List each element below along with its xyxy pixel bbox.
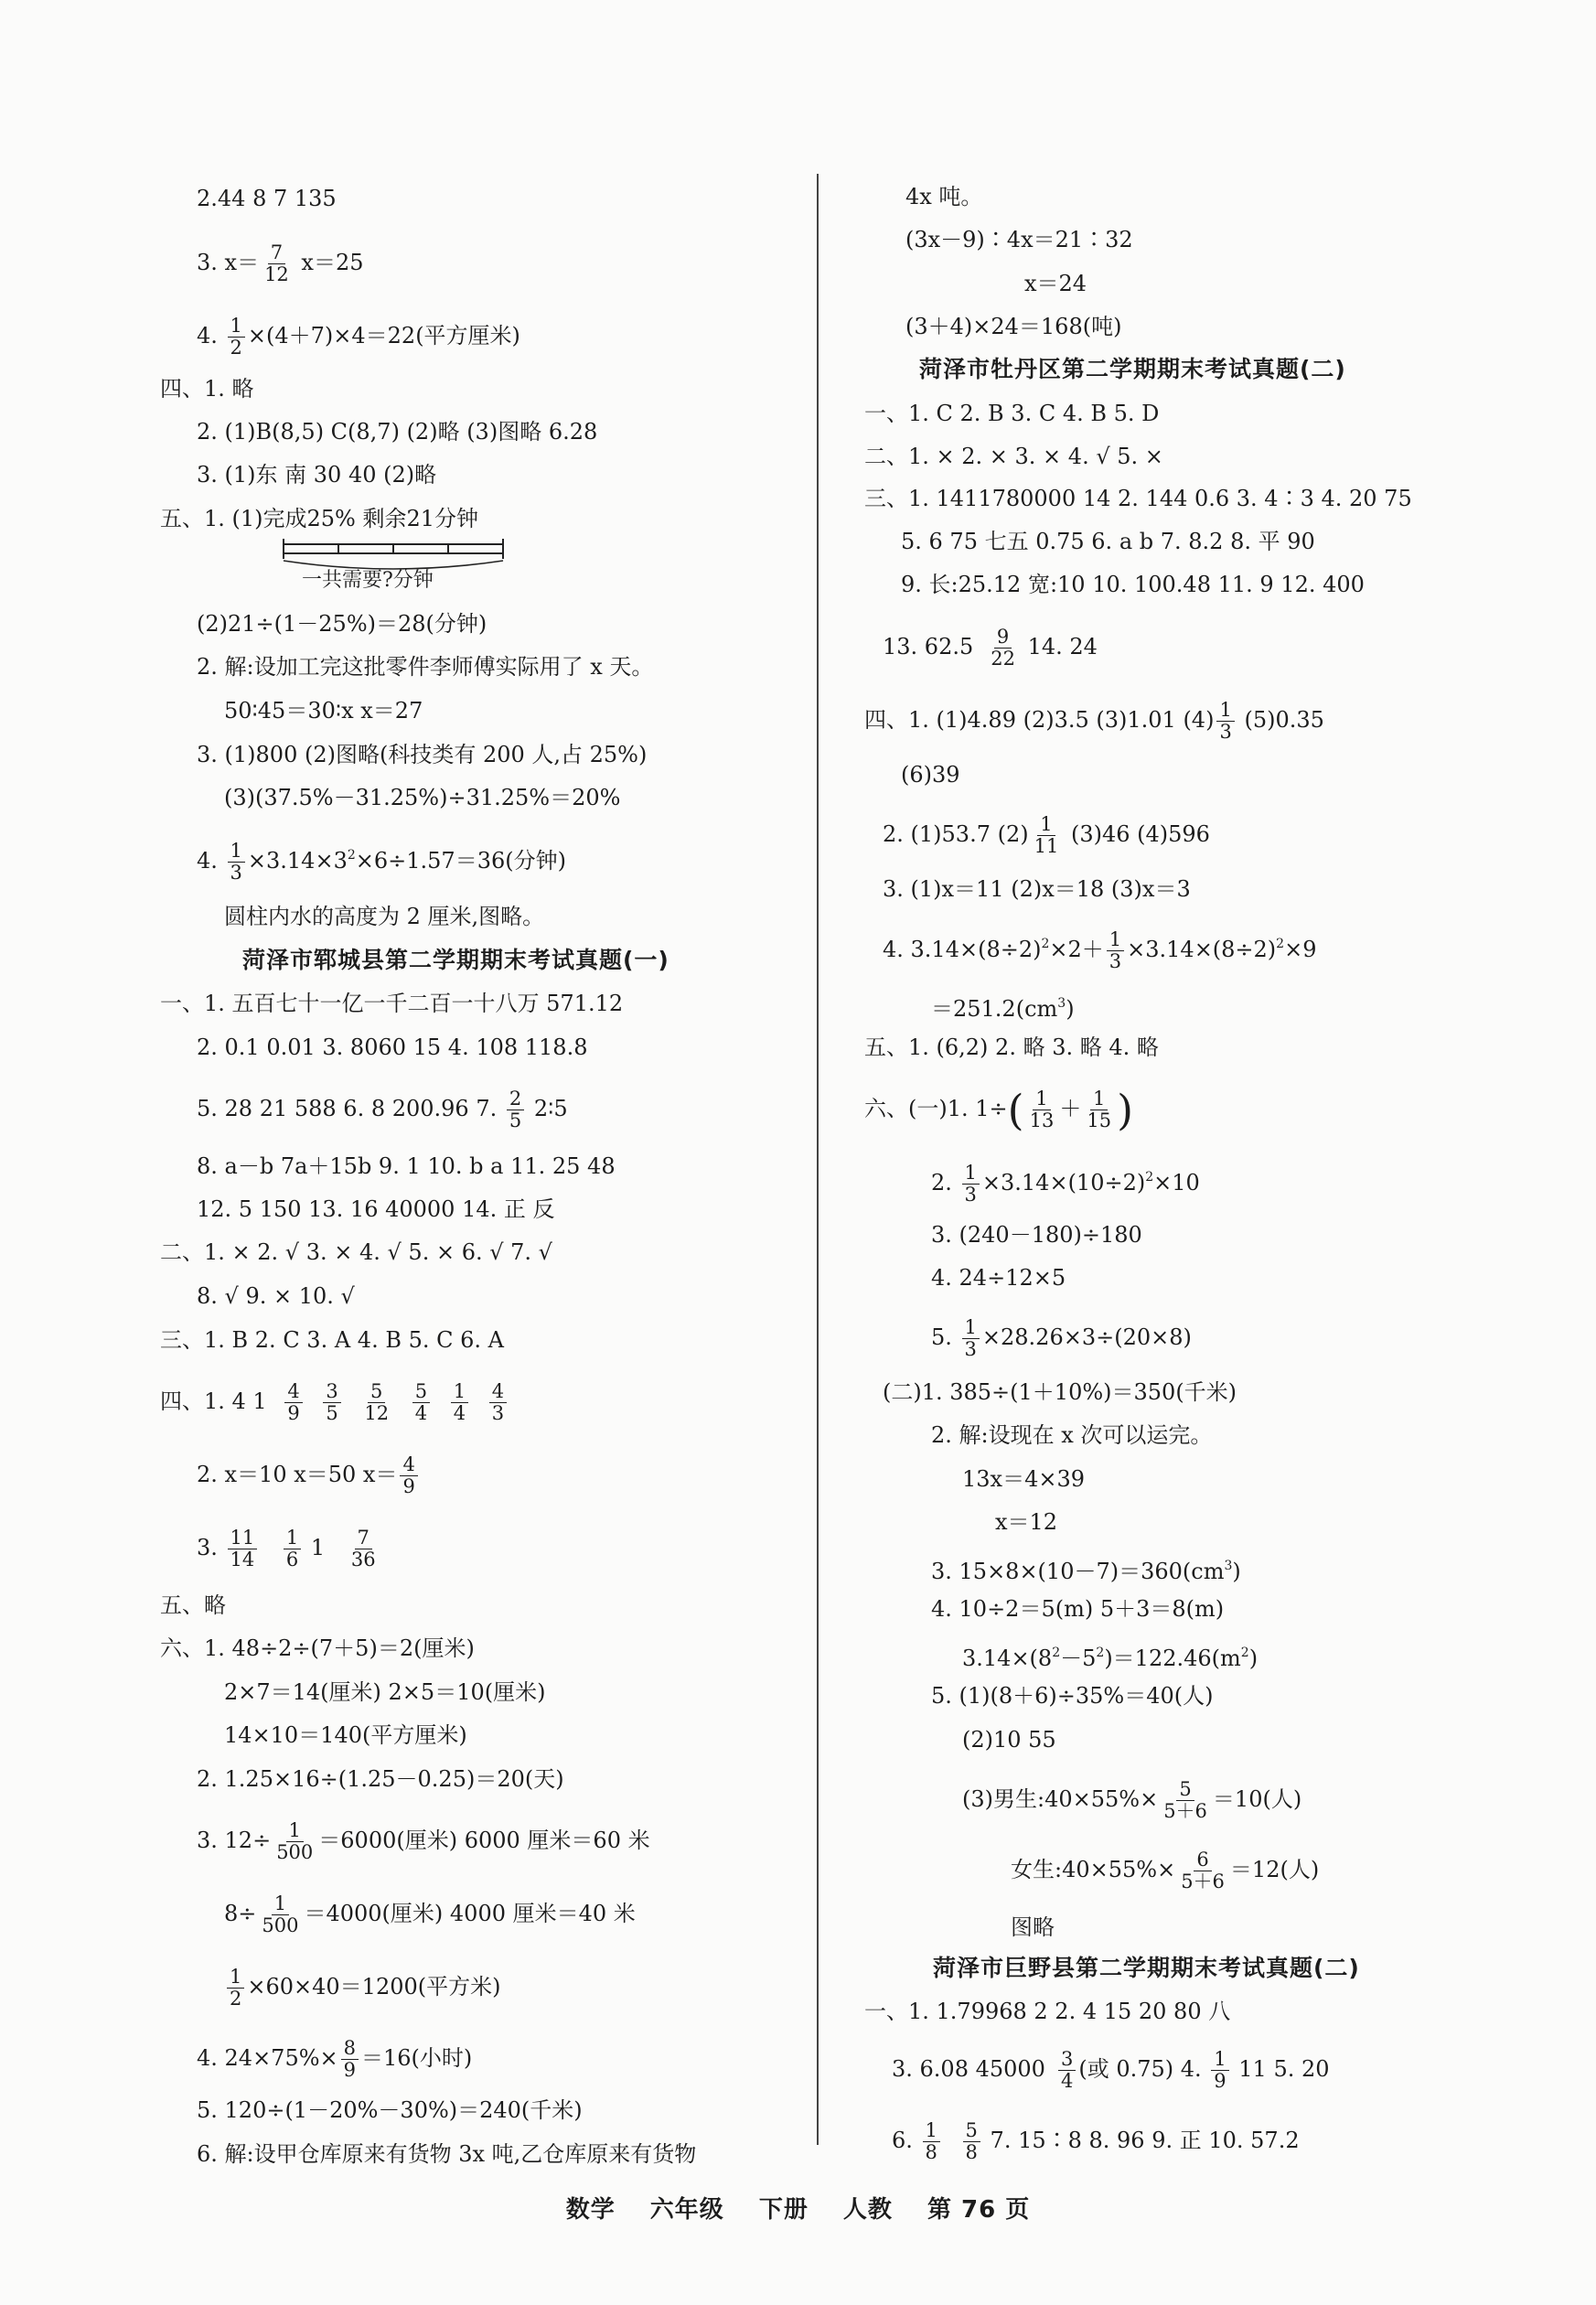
answer-line: 五、1. (1)完成25% 剩余21分钟 xyxy=(160,506,479,531)
answer-line: 13x＝4×39 xyxy=(962,1466,1085,1492)
answer-line: $\frac{1}{2}$ ×60×40＝1200(平方米) xyxy=(224,1967,500,2010)
answer-line: 5. 28 21 588 6. 8 200.96 7. $\frac{2}{5}$ 2∶5 xyxy=(197,1088,568,1131)
answer-line: 6. $\frac{1}{8}$ $\frac{5}{8}$ 7. 15∶8 8. 96 9. 正 10. 57.2 xyxy=(892,2119,1300,2163)
answer-line: (3＋4)×24＝168(吨) xyxy=(905,314,1122,339)
page-number: 第 76 页 xyxy=(927,2196,1031,2224)
answer-line: 2. x＝10 x＝50 x＝ $\frac{4}{9}$ xyxy=(197,1454,421,1497)
answer-line: 一、1. 五百七十一亿一千二百一十八万 571.12 xyxy=(160,991,624,1016)
answer-line: 五、1. (6,2) 2. 略 3. 略 4. 略 xyxy=(864,1035,1159,1060)
answer-line: 图略 xyxy=(1011,1914,1055,1940)
fraction: $\frac{11}{14}$ xyxy=(228,1528,258,1571)
fraction: $\frac{1}{500}$ xyxy=(262,1892,299,1936)
answer-line: 4. 24÷12×5 xyxy=(931,1265,1066,1291)
answer-line: 3. (1)x＝11 (2)x＝18 (3)x＝3 xyxy=(883,876,1191,902)
column-divider xyxy=(817,174,819,2145)
answer-line: 2. 1.25×16÷(1.25－0.25)＝20(天) xyxy=(197,1766,564,1792)
answer-line: 六、(一)1. 1÷( $\frac{1}{13}$ ＋ $\frac{1}{15}$ ) xyxy=(864,1085,1134,1135)
answer-line: 5. 6 75 七五 0.75 6. a b 7. 8.2 8. 平 90 xyxy=(901,529,1315,554)
answer-line: 5. (1)(8＋6)÷35%＝40(人) xyxy=(931,1683,1214,1709)
footer-publisher: 人教 xyxy=(842,2196,893,2224)
answer-line: 8÷ $\frac{1}{500}$ ＝4000(厘米) 4000 厘米＝40 米 xyxy=(224,1892,636,1936)
answer-line: (二)1. 385÷(1＋10%)＝350(千米) xyxy=(883,1379,1237,1405)
answer-line: (3)(37.5%－31.25%)÷31.25%＝20% xyxy=(224,785,621,810)
fraction: $\frac{3}{4}$ xyxy=(1058,2049,1076,2092)
answer-line: $3.14\times(8^2-5^2)=122.46(m^2)$ xyxy=(962,1646,1259,1671)
answer-line: (2)21÷(1－25%)＝28(分钟) xyxy=(197,611,487,637)
section-heading: 菏泽市牡丹区第二学期期末考试真题(二) xyxy=(919,356,1346,382)
answer-line: 六、1. 48÷2÷(7＋5)＝2(厘米) xyxy=(160,1635,475,1661)
fraction: $\frac{4}{9}$ xyxy=(284,1381,302,1424)
answer-line: 3. (240－180)÷180 xyxy=(931,1222,1142,1248)
answer-line: 3. $15\times 8\times(10-7)=360(cm^3)$ xyxy=(931,1559,1241,1584)
answer-line: (3)男生:40×55%× $\frac{5}{5+6}$ ＝10(人) xyxy=(962,1778,1302,1822)
footer-volume: 下册 xyxy=(758,2196,809,2224)
fraction: $\frac{1}{2}$ xyxy=(227,1967,244,2010)
answer-line: 3. $\frac{11}{14}$ $\frac{1}{6}$ 1 $\frac{7}{36}$ xyxy=(197,1528,381,1571)
fraction: $\frac{1}{4}$ xyxy=(451,1381,468,1424)
answer-line: 3. 12÷ $\frac{1}{500}$ ＝6000(厘米) 6000 厘米＝60 米 xyxy=(197,1819,650,1863)
fraction: $\frac{1}{3}$ xyxy=(1107,929,1124,972)
answer-line: 4. $\frac{1}{2}$ ×(4＋7)×4＝22(平方厘米) xyxy=(197,315,520,359)
fraction: $\frac{3}{5}$ xyxy=(323,1381,340,1424)
answer-line: (6)39 xyxy=(901,762,960,788)
fraction: $\frac{1}{3}$ xyxy=(228,841,245,884)
answer-line: x＝12 xyxy=(995,1509,1058,1535)
fraction: $\frac{5}{4}$ xyxy=(412,1381,430,1424)
answer-line: 2. 解:设现在 x 次可以运完。 xyxy=(931,1422,1213,1448)
answer-line: 二、1. × 2. √ 3. × 4. √ 5. × 6. √ 7. √ xyxy=(160,1239,552,1265)
fraction: $\frac{4}{9}$ xyxy=(400,1454,417,1497)
fraction: $\frac{5}{8}$ xyxy=(963,2120,980,2163)
fraction: $\frac{7}{12}$ xyxy=(264,241,289,285)
answer-line: 2×7＝14(厘米) 2×5＝10(厘米) xyxy=(224,1679,546,1705)
fraction: $\frac{1}{2}$ xyxy=(228,316,245,359)
footer-subject: 数学 xyxy=(565,2196,616,2224)
fraction: $\frac{5}{12}$ xyxy=(364,1380,390,1424)
fraction: $\frac{6}{5+6}$ xyxy=(1181,1849,1225,1892)
section-heading: 菏泽市郓城县第二学期期末考试真题(一) xyxy=(242,947,669,973)
answer-line: 4. $3.14\times(8\div 2)^2\times 2+$ $\frac{1}{3}$ $\times 3.14\times(8\div 2)^2\times 9$ xyxy=(883,928,1317,972)
answer-line: 5. $\frac{1}{3}$ ×28.26×3÷(20×8) xyxy=(931,1316,1192,1360)
fraction: $\frac{1}{6}$ xyxy=(284,1528,301,1571)
answer-line: 2. 解:设加工完这批零件李师傅实际用了 x 天。 xyxy=(197,654,654,680)
answer-line: 圆柱内水的高度为 2 厘米,图略。 xyxy=(224,904,545,929)
fraction: $\frac{1}{3}$ xyxy=(1216,700,1234,743)
fraction: $\frac{7}{36}$ xyxy=(350,1527,376,1571)
fraction: $\frac{5}{5+6}$ xyxy=(1163,1778,1207,1822)
fraction: $\frac{8}{9}$ xyxy=(341,2038,359,2081)
fraction: $\frac{1}{15}$ xyxy=(1087,1088,1112,1131)
fraction: $\frac{1}{11}$ xyxy=(1034,813,1059,857)
answer-line: x＝24 xyxy=(1024,271,1087,296)
fraction: $\frac{1}{3}$ xyxy=(962,1163,980,1206)
answer-line: (3x－9)∶4x＝21∶32 xyxy=(905,227,1133,252)
fraction: $\frac{1}{500}$ xyxy=(276,1819,314,1863)
answer-line: 9. 长:25.12 宽:10 10. 100.48 11. 9 12. 400 xyxy=(901,572,1365,597)
answer-line: 5. 120÷(1－20%－30%)＝240(千米) xyxy=(197,2097,583,2123)
section-heading: 菏泽市巨野县第二学期期末考试真题(二) xyxy=(933,1955,1360,1981)
fraction: $\frac{1}{13}$ xyxy=(1029,1088,1055,1131)
answer-line: 14×10＝140(平方厘米) xyxy=(224,1722,467,1748)
answer-line: 2. 0.1 0.01 3. 8060 15 4. 108 118.8 xyxy=(197,1035,588,1060)
answer-line: 13. 62.5 $\frac{9}{22}$ 14. 24 xyxy=(883,626,1098,670)
answer-line: 2.44 8 7 135 xyxy=(197,186,337,211)
fraction: $\frac{9}{22}$ xyxy=(991,626,1015,670)
fraction: $\frac{2}{5}$ xyxy=(507,1088,524,1131)
diagram-label: 一共需要?分钟 xyxy=(302,569,434,592)
fraction: $\frac{1}{9}$ xyxy=(1211,2049,1228,2092)
answer-line: 二、1. × 2. × 3. × 4. √ 5. × xyxy=(864,444,1163,469)
answer-line: 2. (1)B(8,5) C(8,7) (2)略 (3)图略 6.28 xyxy=(197,419,598,445)
fraction: $\frac{1}{3}$ xyxy=(962,1317,980,1360)
answer-line: 3. x＝ $\frac{7}{12}$ x＝25 xyxy=(197,241,364,285)
page-footer xyxy=(0,2191,1596,2225)
answer-line: 4. 10÷2＝5(m) 5＋3＝8(m) xyxy=(931,1596,1225,1622)
answer-line: 五、略 xyxy=(160,1592,226,1618)
fraction: $\frac{1}{8}$ xyxy=(923,2120,940,2163)
fraction: $\frac{4}{3}$ xyxy=(489,1381,507,1424)
answer-line: 4x 吨。 xyxy=(905,184,983,209)
answer-line: 8. a－b 7a＋15b 9. 1 10. b a 11. 25 48 xyxy=(197,1153,616,1179)
answer-line: 50∶45＝30∶x x＝27 xyxy=(224,698,423,724)
answer-line: 三、1. 1411780000 14 2. 144 0.6 3. 4∶3 4. 20 75 xyxy=(864,486,1412,511)
answer-line: 3. 6.08 45000 $\frac{3}{4}$ (或 0.75) 4. $\frac{1}{9}$ 11 5. 20 xyxy=(892,2048,1330,2092)
answer-line: 6. 解:设甲仓库原来有货物 3x 吨,乙仓库原来有货物 xyxy=(197,2141,697,2167)
answer-line: 一、1. C 2. B 3. C 4. B 5. D xyxy=(864,401,1160,426)
answer-line: 三、1. B 2. C 3. A 4. B 5. C 6. A xyxy=(160,1327,504,1353)
answer-line: 3. (1)800 (2)图略(科技类有 200 人,占 25%) xyxy=(197,742,648,767)
answer-line: 女生:40×55%× $\frac{6}{5+6}$ ＝12(人) xyxy=(1011,1849,1320,1892)
answer-line: 2. (1)53.7 (2) $\frac{1}{11}$ (3)46 (4)596 xyxy=(883,813,1210,857)
answer-line: $=251.2(cm^3)$ xyxy=(931,996,1075,1022)
answer-line: 4. 24×75%× $\frac{8}{9}$ ＝16(小时) xyxy=(197,2037,473,2081)
answer-line: 四、1. 略 xyxy=(160,376,254,402)
answer-line: 2. $\frac{1}{3}$ $\times 3.14\times(10\div 2)^2\times 10$ xyxy=(931,1162,1200,1206)
answer-line: 12. 5 150 13. 16 40000 14. 正 反 xyxy=(197,1196,555,1222)
answer-line: 4. $\frac{1}{3}$ $\times 3.14\times 3^2\times 6\div 1.57=36$(分钟) xyxy=(197,840,566,884)
answer-line: 一、1. 1.79968 2 2. 4 15 20 80 八 xyxy=(864,1999,1231,2024)
answer-line: 四、1. 4 1 $\frac{4}{9}$ $\frac{3}{5}$ $\frac{5}{12}$ $\frac{5}{4}$ $\frac{1}{4}$ $\frac{4}{3}$ xyxy=(160,1381,509,1424)
footer-grade: 六年级 xyxy=(649,2196,724,2224)
answer-line: (2)10 55 xyxy=(962,1727,1056,1753)
answer-line: 3. (1)东 南 30 40 (2)略 xyxy=(197,462,437,488)
answer-line: 8. √ 9. × 10. √ xyxy=(197,1283,355,1309)
answer-line: 四、1. (1)4.89 (2)3.5 (3)1.01 (4) $\frac{1}{3}$ (5)0.35 xyxy=(864,699,1324,743)
